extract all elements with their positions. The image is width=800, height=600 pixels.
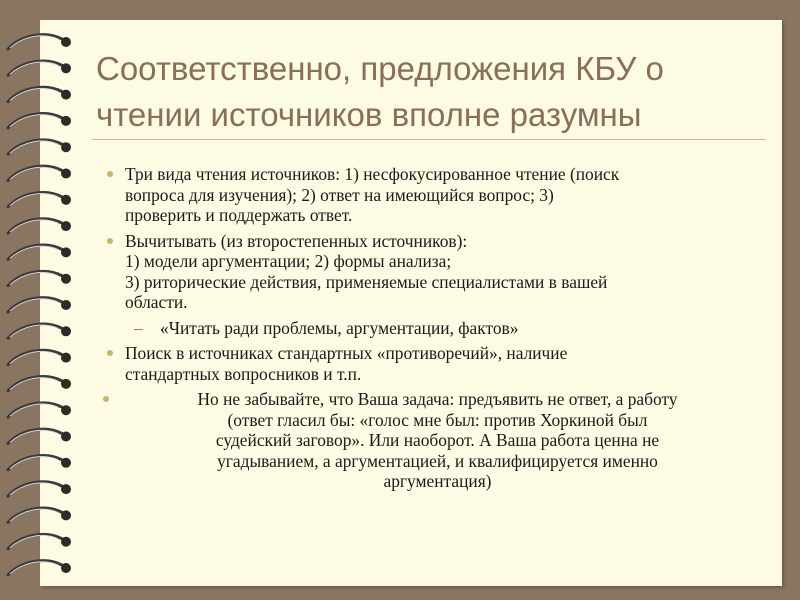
bullet-line: проверить и поддержать ответ. (125, 205, 353, 225)
slide-content (100, 164, 750, 497)
bullet-line: области. (125, 292, 188, 312)
sub-bullet-item (100, 318, 750, 339)
spiral-ring (8, 298, 71, 312)
bullet-dot-icon (107, 350, 113, 356)
spiral-ring (8, 219, 71, 233)
bullet-line: (ответ гласил бы: «голос мне был: против Хоркиной был (227, 409, 648, 430)
bullet-item-contradictions (100, 343, 750, 384)
bullet-item-your-task (100, 389, 750, 492)
bullet-dot-icon (103, 396, 109, 402)
spiral-ring (8, 35, 71, 49)
spiral-ring (8, 193, 71, 207)
bullet-line: Вычитывать (из второстепенных источников): (125, 230, 468, 251)
spiral-ring (8, 350, 71, 364)
spiral-ring (8, 271, 71, 285)
title-line-2: чтении источников вполне разумны (96, 96, 642, 133)
spiral-ring (8, 508, 71, 522)
title-line-1: Соответственно, предложения КБУ о (96, 50, 664, 87)
spiral-ring (8, 561, 71, 575)
spiral-ring (8, 482, 71, 496)
bullet-line: аргументация) (383, 471, 492, 491)
bullet-dot-icon (107, 171, 113, 177)
bullet-item-secondary-sources (100, 231, 750, 313)
spiral-ring (8, 377, 71, 391)
spiral-binding (0, 0, 80, 600)
bullet-line: Но не забывайте, что Ваша задача: предъявить не ответ, а работу (197, 389, 678, 409)
spiral-ring (8, 61, 71, 75)
spiral-ring (8, 534, 71, 548)
bullet-line: 1) модели аргументации; 2) формы анализа; (125, 251, 452, 271)
spiral-ring (8, 429, 71, 443)
bullet-line: Поиск в источниках стандартных «противоречий», наличие (125, 343, 568, 363)
slide-title (96, 46, 756, 138)
spiral-ring (8, 114, 71, 128)
spiral-ring (8, 324, 71, 338)
spiral-ring (8, 166, 71, 180)
sub-bullet-text: «Читать ради проблемы, аргументации, фактов» (160, 317, 519, 338)
spiral-ring (8, 87, 71, 101)
bullet-item-reading-types (100, 164, 750, 226)
bullet-line: угадыванием, а аргументацией, и квалифицируется именно (217, 450, 658, 471)
spiral-ring (8, 456, 71, 470)
bullet-line: вопроса для изучения); 2) ответ на имеющийся вопрос; 3) (125, 184, 554, 205)
spiral-ring (8, 245, 71, 259)
bullet-line: судейский заговор». Или наоборот. А Ваша работа ценна не (215, 430, 660, 450)
bullet-dot-icon (107, 238, 113, 244)
title-divider (92, 139, 766, 140)
bullet-line: стандартных вопросников и т.п. (125, 363, 362, 384)
spiral-ring (8, 403, 71, 417)
dash-icon: – (134, 317, 143, 338)
spiral-ring (8, 140, 71, 154)
bullet-line: 3) риторические действия, применяемые специалистами в вашей (125, 271, 608, 292)
bullet-line: Три вида чтения источников: 1) несфокусированное чтение (поиск (125, 164, 620, 184)
